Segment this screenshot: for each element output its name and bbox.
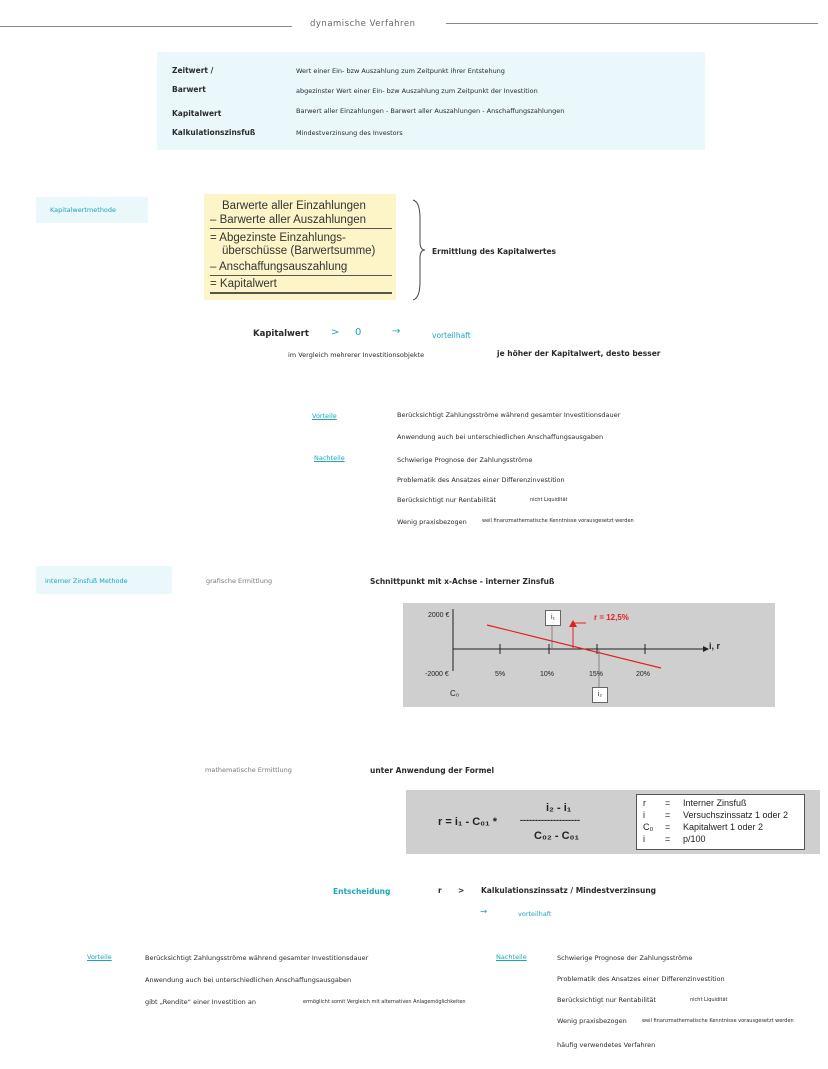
nachteil-item: Schwierige Prognose der Zahlungsströme: [397, 456, 533, 464]
definition-term: Barwert: [172, 85, 206, 94]
vorteil-item: Anwendung auch bei unterschiedlichen Anschaffungsausgaben: [145, 976, 352, 984]
scheme-row: überschüsse (Barwertsumme): [222, 245, 376, 257]
vorteil-item: gibt „Rendite“ einer Investition an: [145, 998, 256, 1006]
nachteil-item: Berücksichtigt nur Rentabilität: [397, 496, 497, 504]
decision-label: Entscheidung: [333, 887, 391, 896]
definition-term: Kalkulationszinsfuß: [172, 128, 256, 137]
izf-graph: [403, 603, 775, 707]
decision-r: r: [438, 886, 442, 895]
compare-note-big: je höher der Kapitalwert, desto besser: [497, 349, 661, 358]
nachteil-item: Wenig praxisbezogen: [397, 518, 467, 526]
definition-term: Kapitalwert: [172, 109, 222, 118]
nachteil-item: häufig verwendetes Verfahren: [557, 1041, 656, 1049]
formula-dashes: --------------------: [520, 815, 580, 825]
formula-numerator: i₂ - i₁: [546, 802, 572, 814]
brace-note: Ermittlung des Kapitalwertes: [432, 247, 557, 256]
nachteile-label: Nachteile: [314, 454, 345, 462]
math-label: mathematische Ermittlung: [205, 766, 292, 774]
arrow-right-icon: →: [392, 326, 401, 337]
nachteil-note: nicht Liquidität: [530, 497, 568, 503]
definition-text: Barwert aller Einzahlungen - Barwert aller Auszahlungen - Anschaffungszahlungen: [296, 107, 565, 115]
formula-lhs: r = i₁ - C₀₁ *: [438, 816, 497, 828]
nachteil-note: weil finanzmathematische Kenntnisse vorausgesetzt werden: [482, 518, 634, 524]
definition-term: Zeitwert /: [172, 66, 214, 75]
scheme-row: – Anschaffungsauszahlung: [210, 261, 348, 273]
nachteil-note: weil finanzmathematische Kenntnisse vorausgesetzt werden: [642, 1018, 794, 1024]
kapitalwert-rule-op: >: [331, 327, 340, 338]
formula-legend: [636, 794, 805, 850]
graphic-text: Schnittpunkt mit x-Achse - interner Zinsfuß: [370, 577, 555, 586]
vorteil-item: Berücksichtigt Zahlungsströme während gesamter Investitionsdauer: [397, 411, 621, 419]
nachteil-item: Problematik des Ansatzes einer Differenzinvestition: [557, 975, 725, 983]
vorteil-item: Berücksichtigt Zahlungsströme während gesamter Investitionsdauer: [145, 954, 369, 962]
graphic-label: grafische Ermittlung: [206, 577, 273, 585]
nachteil-item: Wenig praxisbezogen: [557, 1017, 627, 1025]
compare-note-small: im Vergleich mehrerer Investitionsobjekte: [288, 351, 425, 359]
tick-label: 15%: [589, 671, 604, 678]
scheme-row: – Barwerte aller Auszahlungen: [210, 214, 367, 226]
vorteil-item: Anwendung auch bei unterschiedlichen Anschaffungsausgaben: [397, 433, 604, 441]
scheme-row: = Kapitalwert: [210, 278, 277, 290]
r-label: r = 12,5%: [594, 613, 629, 622]
legend-row: i = Versuchszinssatz 1 oder 2: [643, 810, 789, 820]
c0-label: C₀: [450, 689, 460, 698]
tick-label: 5%: [495, 671, 506, 678]
section-label-izf: interner Zinsfuß Methode: [45, 577, 128, 585]
nachteil-item: Schwierige Prognose der Zahlungsströme: [557, 954, 693, 962]
legend-row: C₀ = Kapitalwert 1 oder 2: [643, 822, 764, 832]
vorteile-label: Vorteile: [312, 412, 337, 420]
header-rule-left: [0, 26, 292, 27]
page-title: dynamische Verfahren: [310, 19, 416, 29]
scheme-row: = Abgezinste Einzahlungs-: [210, 232, 346, 244]
vorteil-note: ermöglicht somit Vergleich mit alternativen Anlagemöglichkeiten: [303, 999, 466, 1005]
vorteile-label: Vorteile: [87, 953, 112, 961]
legend-row: i = p/100: [643, 834, 706, 844]
definition-text: Mindestverzinsung des Investors: [296, 129, 403, 137]
scheme-rule: [210, 292, 392, 294]
formula-denominator: C₀₂ - C₀₁: [534, 830, 580, 842]
y-label-bottom: -2000 €: [425, 671, 449, 678]
izf-formula: [406, 790, 820, 854]
y-label-top: 2000 €: [428, 612, 450, 619]
decision-result: vorteilhaft: [518, 910, 552, 918]
tick-label: 20%: [636, 671, 651, 678]
brace-icon: [410, 198, 426, 302]
nachteil-note: nicht Liquidität: [690, 997, 728, 1003]
section-label-kapitalwertmethode: Kapitalwertmethode: [50, 206, 117, 214]
definition-text: Wert einer Ein- bzw Auszahlung zum Zeitpunkt ihrer Entstehung: [296, 67, 505, 75]
definition-text: abgezinster Wert einer Ein- bzw Auszahlung zum Zeitpunkt der Investition: [296, 87, 538, 95]
scheme-rule: [210, 275, 392, 276]
math-text: unter Anwendung der Formel: [370, 766, 495, 775]
decision-op: >: [458, 886, 465, 895]
legend-row: r = Interner Zinsfuß: [643, 798, 747, 808]
nachteil-item: Problematik des Ansatzes einer Differenzinvestition: [397, 476, 565, 484]
kapitalwert-scheme: [204, 194, 396, 300]
nachteil-item: Berücksichtigt nur Rentabilität: [557, 996, 657, 1004]
kapitalwert-rule-left: Kapitalwert: [253, 329, 309, 339]
i1-box: i₁: [545, 610, 561, 626]
axis-label: i, r: [709, 641, 721, 651]
kapitalwert-line: [487, 625, 661, 668]
nachteile-label: Nachteile: [496, 953, 527, 961]
tick-label: 10%: [540, 671, 555, 678]
scheme-rule: [210, 228, 392, 229]
header-rule-right: [446, 23, 818, 24]
arrow-right-icon: →: [480, 907, 488, 917]
scheme-row: Barwerte aller Einzahlungen: [222, 200, 366, 212]
i2-box: i₂: [592, 687, 608, 703]
decision-rhs: Kalkulationszinssatz / Mindestverzinsung: [481, 886, 657, 895]
kapitalwert-rule-value: 0: [355, 327, 362, 338]
kapitalwert-rule-result: vorteilhaft: [432, 331, 471, 340]
